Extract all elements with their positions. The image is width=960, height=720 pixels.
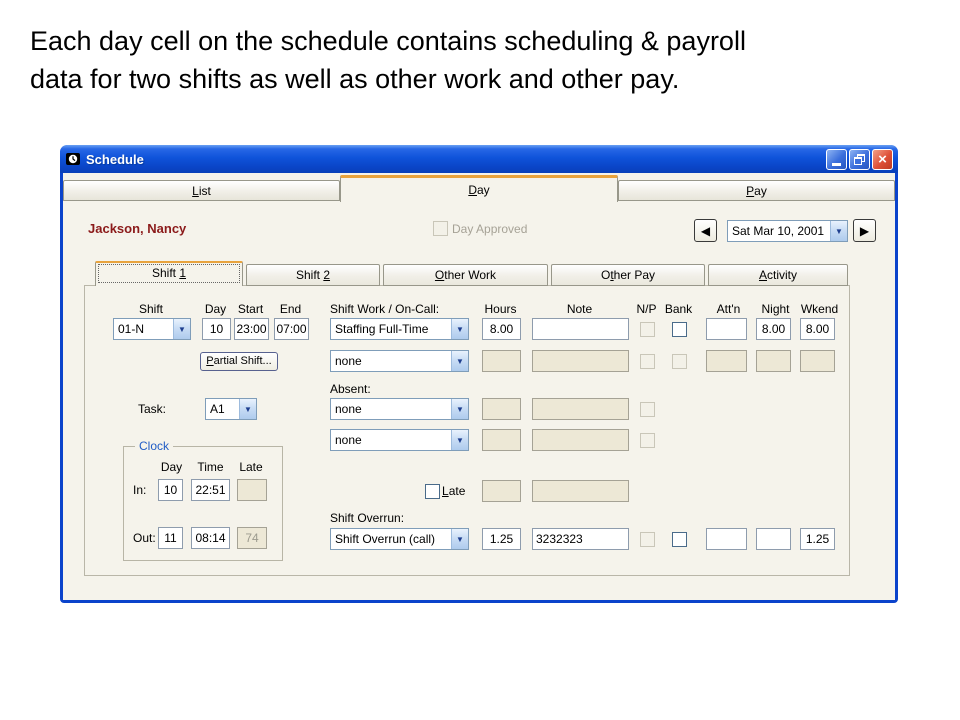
overrun-select[interactable] (330, 528, 469, 550)
shift-work-select[interactable] (330, 318, 469, 340)
chevron-down-icon[interactable]: ▼ (451, 529, 468, 549)
partial-work-select-value: none (335, 354, 362, 368)
hours-input[interactable] (482, 318, 521, 340)
header-np: N/P (636, 302, 657, 316)
window-content (63, 173, 895, 600)
header-day: Day (204, 302, 227, 316)
partial-attn-field-disabled (706, 350, 747, 372)
previous-day-button[interactable] (694, 219, 717, 242)
clock-group (123, 439, 283, 561)
day-approved-label: Day Approved (452, 222, 528, 236)
shift-work-select-value: Staffing Full-Time (335, 322, 429, 336)
schedule-app-icon (65, 151, 81, 167)
partial-night-field-disabled (756, 350, 791, 372)
clock-out-time-input[interactable] (191, 527, 230, 549)
tab-day[interactable]: Day (340, 175, 618, 202)
employee-name: Jackson, Nancy (88, 221, 187, 236)
absent-1-np-checkbox (640, 402, 655, 417)
chevron-down-icon[interactable]: ▼ (451, 430, 468, 450)
chevron-down-icon[interactable]: ▼ (173, 319, 190, 339)
tab-list[interactable]: List (63, 180, 340, 201)
partial-np-checkbox (640, 354, 655, 369)
end-input[interactable] (274, 318, 309, 340)
overrun-wkend-input[interactable] (800, 528, 835, 550)
partial-note-field-disabled (532, 350, 629, 372)
absent-2-select[interactable] (330, 429, 469, 451)
tab-other-work[interactable]: Other Work (383, 264, 548, 286)
night-input[interactable] (756, 318, 791, 340)
start-input[interactable] (234, 318, 269, 340)
shift-select[interactable] (113, 318, 191, 340)
clock-group-title: Clock (135, 439, 173, 453)
overrun-attn-input[interactable] (706, 528, 747, 550)
partial-wkend-field-disabled (800, 350, 835, 372)
clock-header-day: Day (160, 460, 183, 474)
caption-line-1: Each day cell on the schedule contains scheduling & payroll (30, 26, 746, 56)
shift-select-value: 01-N (118, 322, 145, 336)
partial-shift-button[interactable]: Partial Shift... (200, 352, 278, 371)
task-label: Task: (138, 402, 167, 416)
close-icon: × (878, 150, 887, 168)
overrun-note-input[interactable] (532, 528, 629, 550)
wkend-input[interactable] (800, 318, 835, 340)
day-input[interactable] (202, 318, 231, 340)
tab-shift-2[interactable]: Shift 2 (246, 264, 380, 286)
overrun-select-value: Shift Overrun (call) (335, 532, 436, 546)
tab-pay[interactable]: Pay (618, 180, 895, 201)
caption-line-2: data for two shifts as well as other work and other pay. (30, 64, 680, 94)
np-checkbox (640, 322, 655, 337)
clock-out-day-input[interactable] (158, 527, 183, 549)
header-hours: Hours (484, 302, 517, 316)
header-note: Note (566, 302, 593, 316)
date-select[interactable] (727, 220, 848, 242)
chevron-down-icon[interactable]: ▼ (451, 399, 468, 419)
attn-input[interactable] (706, 318, 747, 340)
clock-out-label: Out: (133, 531, 156, 545)
minimize-button[interactable] (826, 149, 847, 170)
titlebar[interactable] (60, 145, 898, 173)
chevron-down-icon[interactable]: ▼ (451, 319, 468, 339)
restore-icon (854, 154, 865, 165)
overrun-hours-input[interactable] (482, 528, 521, 550)
partial-hours-field-disabled (482, 350, 521, 372)
tab-shift-1[interactable]: Shift 1 (95, 261, 243, 286)
overrun-np-checkbox (640, 532, 655, 547)
shift-overrun-label: Shift Overrun: (330, 511, 405, 525)
absent-1-select-value: none (335, 402, 362, 416)
tab-other-pay[interactable]: Other Pay (551, 264, 705, 286)
chevron-down-icon[interactable]: ▼ (451, 351, 468, 371)
absent-2-np-checkbox (640, 433, 655, 448)
day-approved-checkbox (433, 221, 448, 236)
partial-bank-checkbox (672, 354, 687, 369)
note-input[interactable] (532, 318, 629, 340)
clock-out-late-field-disabled: 74 (237, 527, 267, 549)
bank-checkbox[interactable] (672, 322, 687, 337)
header-end: End (279, 302, 302, 316)
absent-2-hours-field-disabled (482, 429, 521, 451)
window-title: Schedule (86, 151, 144, 167)
header-start: Start (237, 302, 264, 316)
absent-1-select[interactable] (330, 398, 469, 420)
clock-in-time-input[interactable] (191, 479, 230, 501)
absent-2-select-value: none (335, 433, 362, 447)
arrow-left-icon: ◀ (700, 223, 711, 238)
clock-in-label: In: (133, 483, 147, 497)
header-night: Night (761, 302, 790, 316)
partial-work-select[interactable] (330, 350, 469, 372)
header-shift: Shift (138, 302, 163, 316)
clock-in-day-input[interactable] (158, 479, 183, 501)
task-select-value: A1 (210, 402, 225, 416)
header-shift-work: Shift Work / On-Call: (330, 302, 440, 316)
chevron-down-icon[interactable]: ▼ (239, 399, 256, 419)
header-wkend: Wkend (800, 302, 839, 316)
header-bank: Bank (664, 302, 693, 316)
restore-button[interactable] (849, 149, 870, 170)
late-note-field-disabled (532, 480, 629, 502)
overrun-bank-checkbox[interactable] (672, 532, 687, 547)
close-button[interactable] (872, 149, 893, 170)
clock-in-late-field-disabled (237, 479, 267, 501)
late-checkbox[interactable] (425, 484, 440, 499)
absent-2-note-field-disabled (532, 429, 629, 451)
clock-header-time: Time (197, 460, 224, 474)
arrow-right-icon: ▶ (859, 223, 870, 238)
header-attn: Att'n (716, 302, 741, 316)
minimize-icon (832, 163, 841, 166)
clock-header-late: Late (239, 460, 263, 474)
task-select[interactable] (205, 398, 257, 420)
tab-activity[interactable]: Activity (708, 264, 848, 286)
absent-1-note-field-disabled (532, 398, 629, 420)
absent-label: Absent: (330, 382, 371, 396)
overrun-night-input[interactable] (756, 528, 791, 550)
late-label: Late (442, 484, 466, 498)
next-day-button[interactable] (853, 219, 876, 242)
chevron-down-icon[interactable]: ▼ (830, 221, 847, 241)
caption (30, 22, 746, 98)
schedule-window (60, 145, 898, 603)
absent-1-hours-field-disabled (482, 398, 521, 420)
late-hours-field-disabled (482, 480, 521, 502)
date-select-value: Sat Mar 10, 2001 (732, 224, 825, 238)
